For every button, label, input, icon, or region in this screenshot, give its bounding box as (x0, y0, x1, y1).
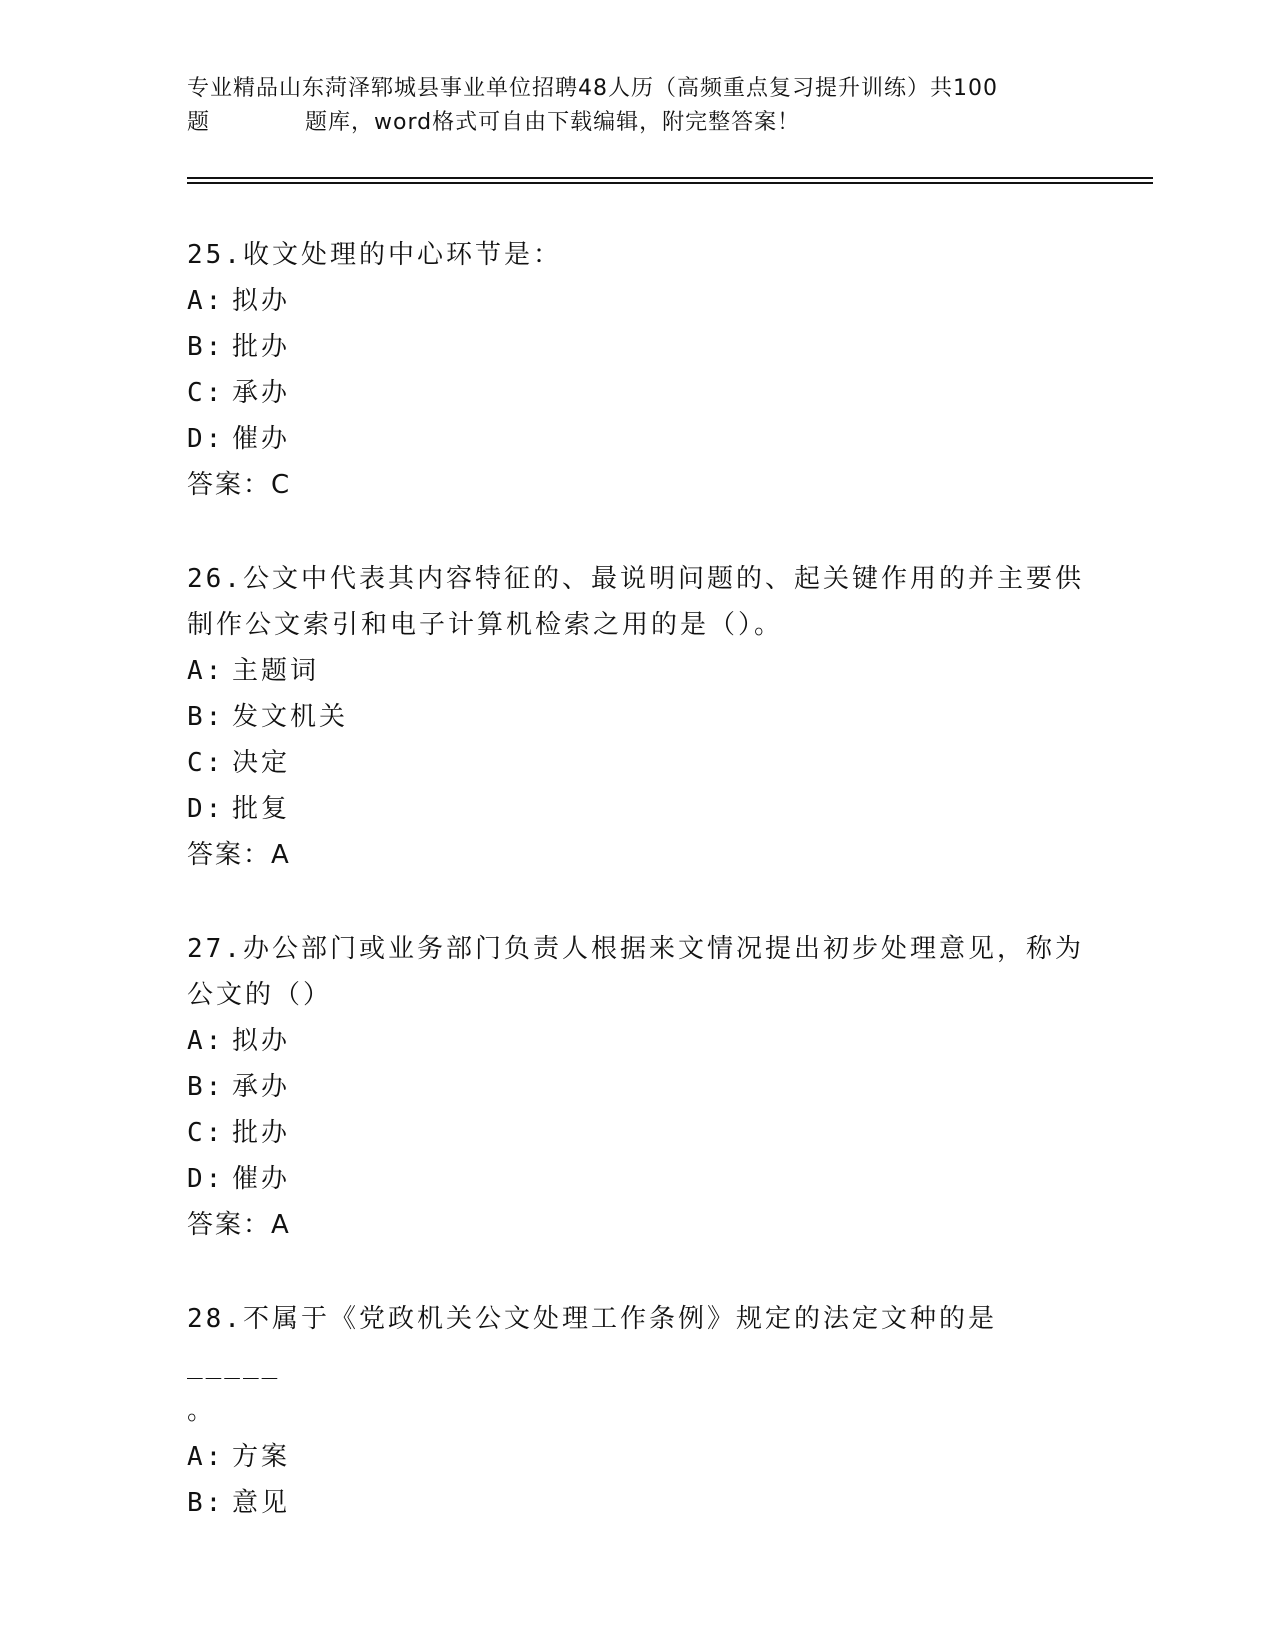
header-title-line2-rest: 题库，word格式可自由下载编辑，附完整答案！ (305, 110, 801, 135)
header-title-line2 (187, 106, 1087, 140)
answer: 答案：A (187, 840, 291, 870)
question-25 (187, 232, 1087, 508)
document-header (187, 72, 1087, 140)
header-divider-top (187, 177, 1153, 179)
question-stem: 25.收文处理的中心环节是： (187, 240, 562, 270)
question-stem-continued: 。 (187, 1396, 217, 1426)
option-c: C: 决定 (187, 748, 291, 778)
question-27 (187, 926, 1087, 1248)
option-d: D: 催办 (187, 424, 291, 454)
option-a: A: 方案 (187, 1442, 291, 1472)
option-a: A: 拟办 (187, 1026, 291, 1056)
option-a: A: 拟办 (187, 286, 291, 316)
question-stem-continued: 制作公文索引和电子计算机检索之用的是（）。 (187, 610, 784, 640)
option-b: B: 意见 (187, 1488, 291, 1518)
option-d: D: 批复 (187, 794, 291, 824)
question-28 (187, 1296, 1087, 1526)
question-stem: 28.不属于《党政机关公文处理工作条例》规定的法定文种的是_____ (187, 1304, 997, 1380)
option-b: B: 承办 (187, 1072, 291, 1102)
question-stem-continued: 公文的（） (187, 980, 333, 1010)
question-26 (187, 556, 1087, 878)
option-c: C: 承办 (187, 378, 291, 408)
answer: 答案：C (187, 470, 292, 500)
header-title-line2-start: 题 (187, 110, 211, 135)
question-list (187, 232, 1087, 1574)
question-stem: 27.办公部门或业务部门负责人根据来文情况提出初步处理意见，称为 (187, 934, 1084, 964)
option-c: C: 批办 (187, 1118, 291, 1148)
answer: 答案：A (187, 1210, 291, 1240)
option-b: B: 批办 (187, 332, 291, 362)
option-a: A: 主题词 (187, 656, 320, 686)
option-d: D: 催办 (187, 1164, 291, 1194)
question-stem: 26.公文中代表其内容特征的、最说明问题的、起关键作用的并主要供 (187, 564, 1084, 594)
option-b: B: 发文机关 (187, 702, 349, 732)
header-title-line1: 专业精品山东菏泽郓城县事业单位招聘48人历（高频重点复习提升训练）共100 (187, 76, 998, 101)
header-divider-bottom (187, 182, 1153, 184)
